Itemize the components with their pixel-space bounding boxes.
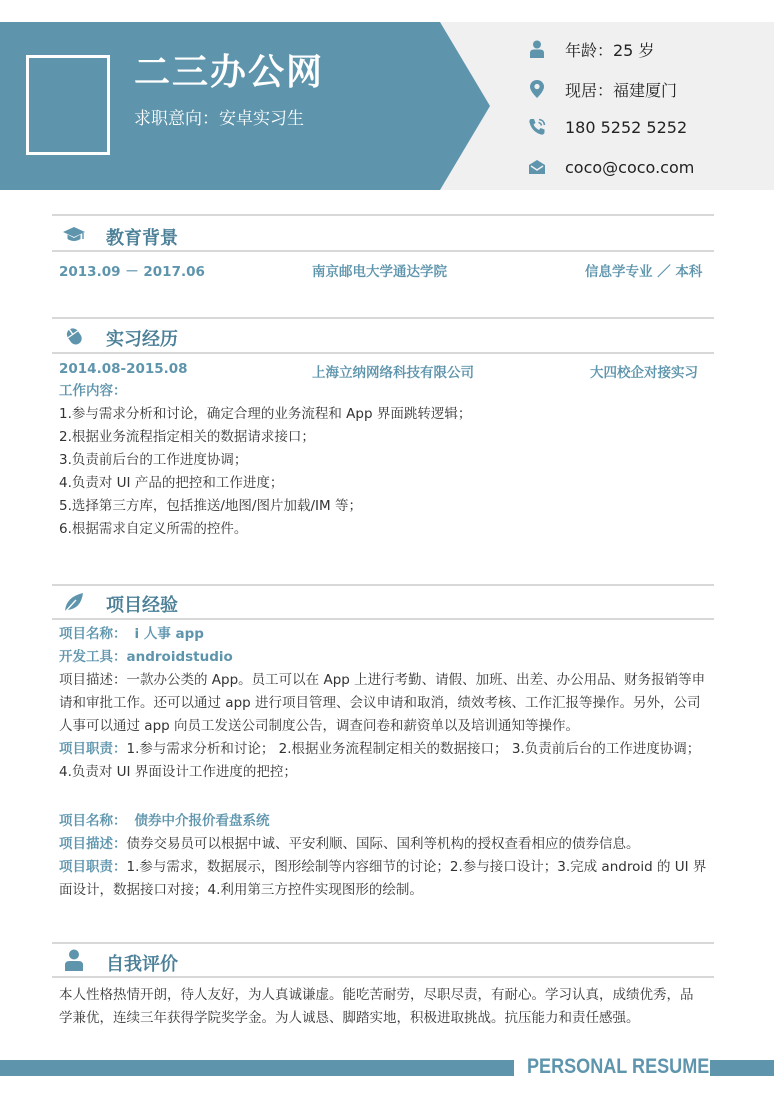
- photo-placeholder: [26, 55, 110, 155]
- list-item: 5.选择第三方库，包括推送/地图/图片加载/IM 等；: [59, 498, 362, 514]
- internship-role: 大四校企对接实习: [590, 365, 698, 381]
- self-eval-text: 本人性格热情开朗，待人友好，为人真诚谦虚。能吃苦耐劳，尽职尽责，有耐心。学习认真，成绩优秀，品 学兼优，连续三年获得学院奖学金。为人诚恳、脚踏实地，积极进取挑战。抗压能力和责任感强。: [59, 987, 694, 1026]
- footer-bar-right: [710, 1060, 774, 1076]
- project-1: 项目名称： i 人事 app 开发工具：androidstudio 项目描述：一款办公类的 App。员工可以在 App 上进行考勤、请假、加班、出差、办公用品、财务报销等申 请和审批工作。还可以通过 app 进行项目管理、会议申请和取消，绩效考核、工作汇报等操作。另外，公司 人事可以通过 app 向员工发送公司制度公告，调查问卷和薪资单以及培训通知等操作。 项目职责：1.参与需求分析和讨论； 2.根据业务流程制定相关的数据接口； 3.负责前后台的工作进度协调； 4.负责对 UI 界面设计工作进度的把控；: [59, 623, 711, 784]
- job-intent: 求职意向：安卓实习生: [134, 109, 304, 129]
- contact-age: 年龄：25 岁: [527, 37, 654, 61]
- project-desc: 债券交易员可以根据中诚、平安利顺、国际、国利等机构的授权查看相应的债券信息。: [126, 836, 640, 852]
- divider: [52, 942, 714, 944]
- section-title-education: 教育背景: [106, 228, 178, 249]
- project-desc: 请和审批工作。还可以通过 app 进行项目管理、会议申请和取消，绩效考核、工作汇报等操作。另外，公司: [59, 695, 701, 711]
- project-duty: 面设计，数据接口对接；4.利用第三方控件实现图形的绘制。: [59, 882, 423, 898]
- divider: [52, 618, 714, 620]
- divider: [52, 250, 714, 252]
- project-desc: 人事可以通过 app 向员工发送公司制度公告，调查问卷和薪资单以及培训通知等操作。: [59, 718, 579, 734]
- footer-bar-left: [0, 1060, 514, 1076]
- list-item: 1.参与需求分析和讨论，确定合理的业务流程和 App 界面跳转逻辑；: [59, 406, 472, 422]
- contact-residence: 现居：福建厦门: [527, 77, 677, 101]
- education-date: 2013.09 － 2017.06: [59, 264, 205, 280]
- mail-icon: [527, 157, 547, 177]
- internship-details: [59, 380, 711, 541]
- contact-phone: 180 5252 5252: [527, 115, 687, 139]
- divider: [52, 584, 714, 586]
- education-school: 南京邮电大学通达学院: [312, 264, 447, 280]
- project-desc: 项目描述：一款办公类的 App。员工可以在 App 上进行考勤、请假、加班、出差、办公用品、财务报销等申: [59, 672, 706, 688]
- project-name: i 人事 app: [134, 626, 204, 642]
- project-name: 债券中介报价看盘系统: [134, 813, 270, 829]
- project-duty: 1.参与需求，数据展示，图形绘制等内容细节的讨论；2.参与接口设计；3.完成 android 的 UI 界: [126, 859, 707, 875]
- list-item: 3.负责前后台的工作进度协调；: [59, 452, 248, 468]
- divider: [52, 352, 714, 354]
- divider: [52, 317, 714, 319]
- section-title-projects: 项目经验: [106, 595, 178, 616]
- contact-email: coco@coco.com: [527, 155, 694, 179]
- location-icon: [527, 79, 547, 99]
- section-title-self-eval: 自我评价: [106, 954, 178, 975]
- divider: [52, 976, 714, 978]
- graduation-cap-icon: [62, 223, 86, 247]
- user-icon: [62, 948, 86, 972]
- project-2: 项目名称： 债券中介报价看盘系统 项目描述：债券交易员可以根据中诚、平安利顺、国际、国利等机构的授权查看相应的债券信息。 项目职责：1.参与需求，数据展示，图形绘制等内容细节的讨论；2.参与接口设计；3.完成 android 的 UI 界 面设计，数据接口对接；4.利用第三方控件实现图形的绘制。: [59, 810, 711, 902]
- person-icon: [527, 39, 547, 59]
- work-content-label: 工作内容：: [59, 383, 127, 399]
- phone-icon: [527, 117, 547, 137]
- project-tool: androidstudio: [126, 649, 233, 665]
- list-item: 2.根据业务流程指定相关的数据请求接口；: [59, 429, 315, 445]
- footer-title: PERSONAL RESUME: [527, 1055, 710, 1078]
- project-duty: 4.负责对 UI 界面设计工作进度的把控；: [59, 764, 297, 780]
- mouse-icon: [62, 324, 86, 348]
- education-major: 信息学专业 ／ 本科: [585, 264, 703, 280]
- leaf-icon: [62, 590, 86, 614]
- list-item: 6.根据需求自定义所需的控件。: [59, 521, 248, 537]
- page-title: 二三办公网: [134, 52, 325, 93]
- project-duty: 1.参与需求分析和讨论； 2.根据业务流程制定相关的数据接口； 3.负责前后台的工作进度协调；: [126, 741, 701, 757]
- internship-date: 2014.08-2015.08: [59, 361, 188, 377]
- list-item: 4.负责对 UI 产品的把控和工作进度；: [59, 475, 284, 491]
- internship-company: 上海立纳网络科技有限公司: [312, 365, 474, 381]
- divider: [52, 214, 714, 216]
- section-title-internship: 实习经历: [106, 329, 178, 350]
